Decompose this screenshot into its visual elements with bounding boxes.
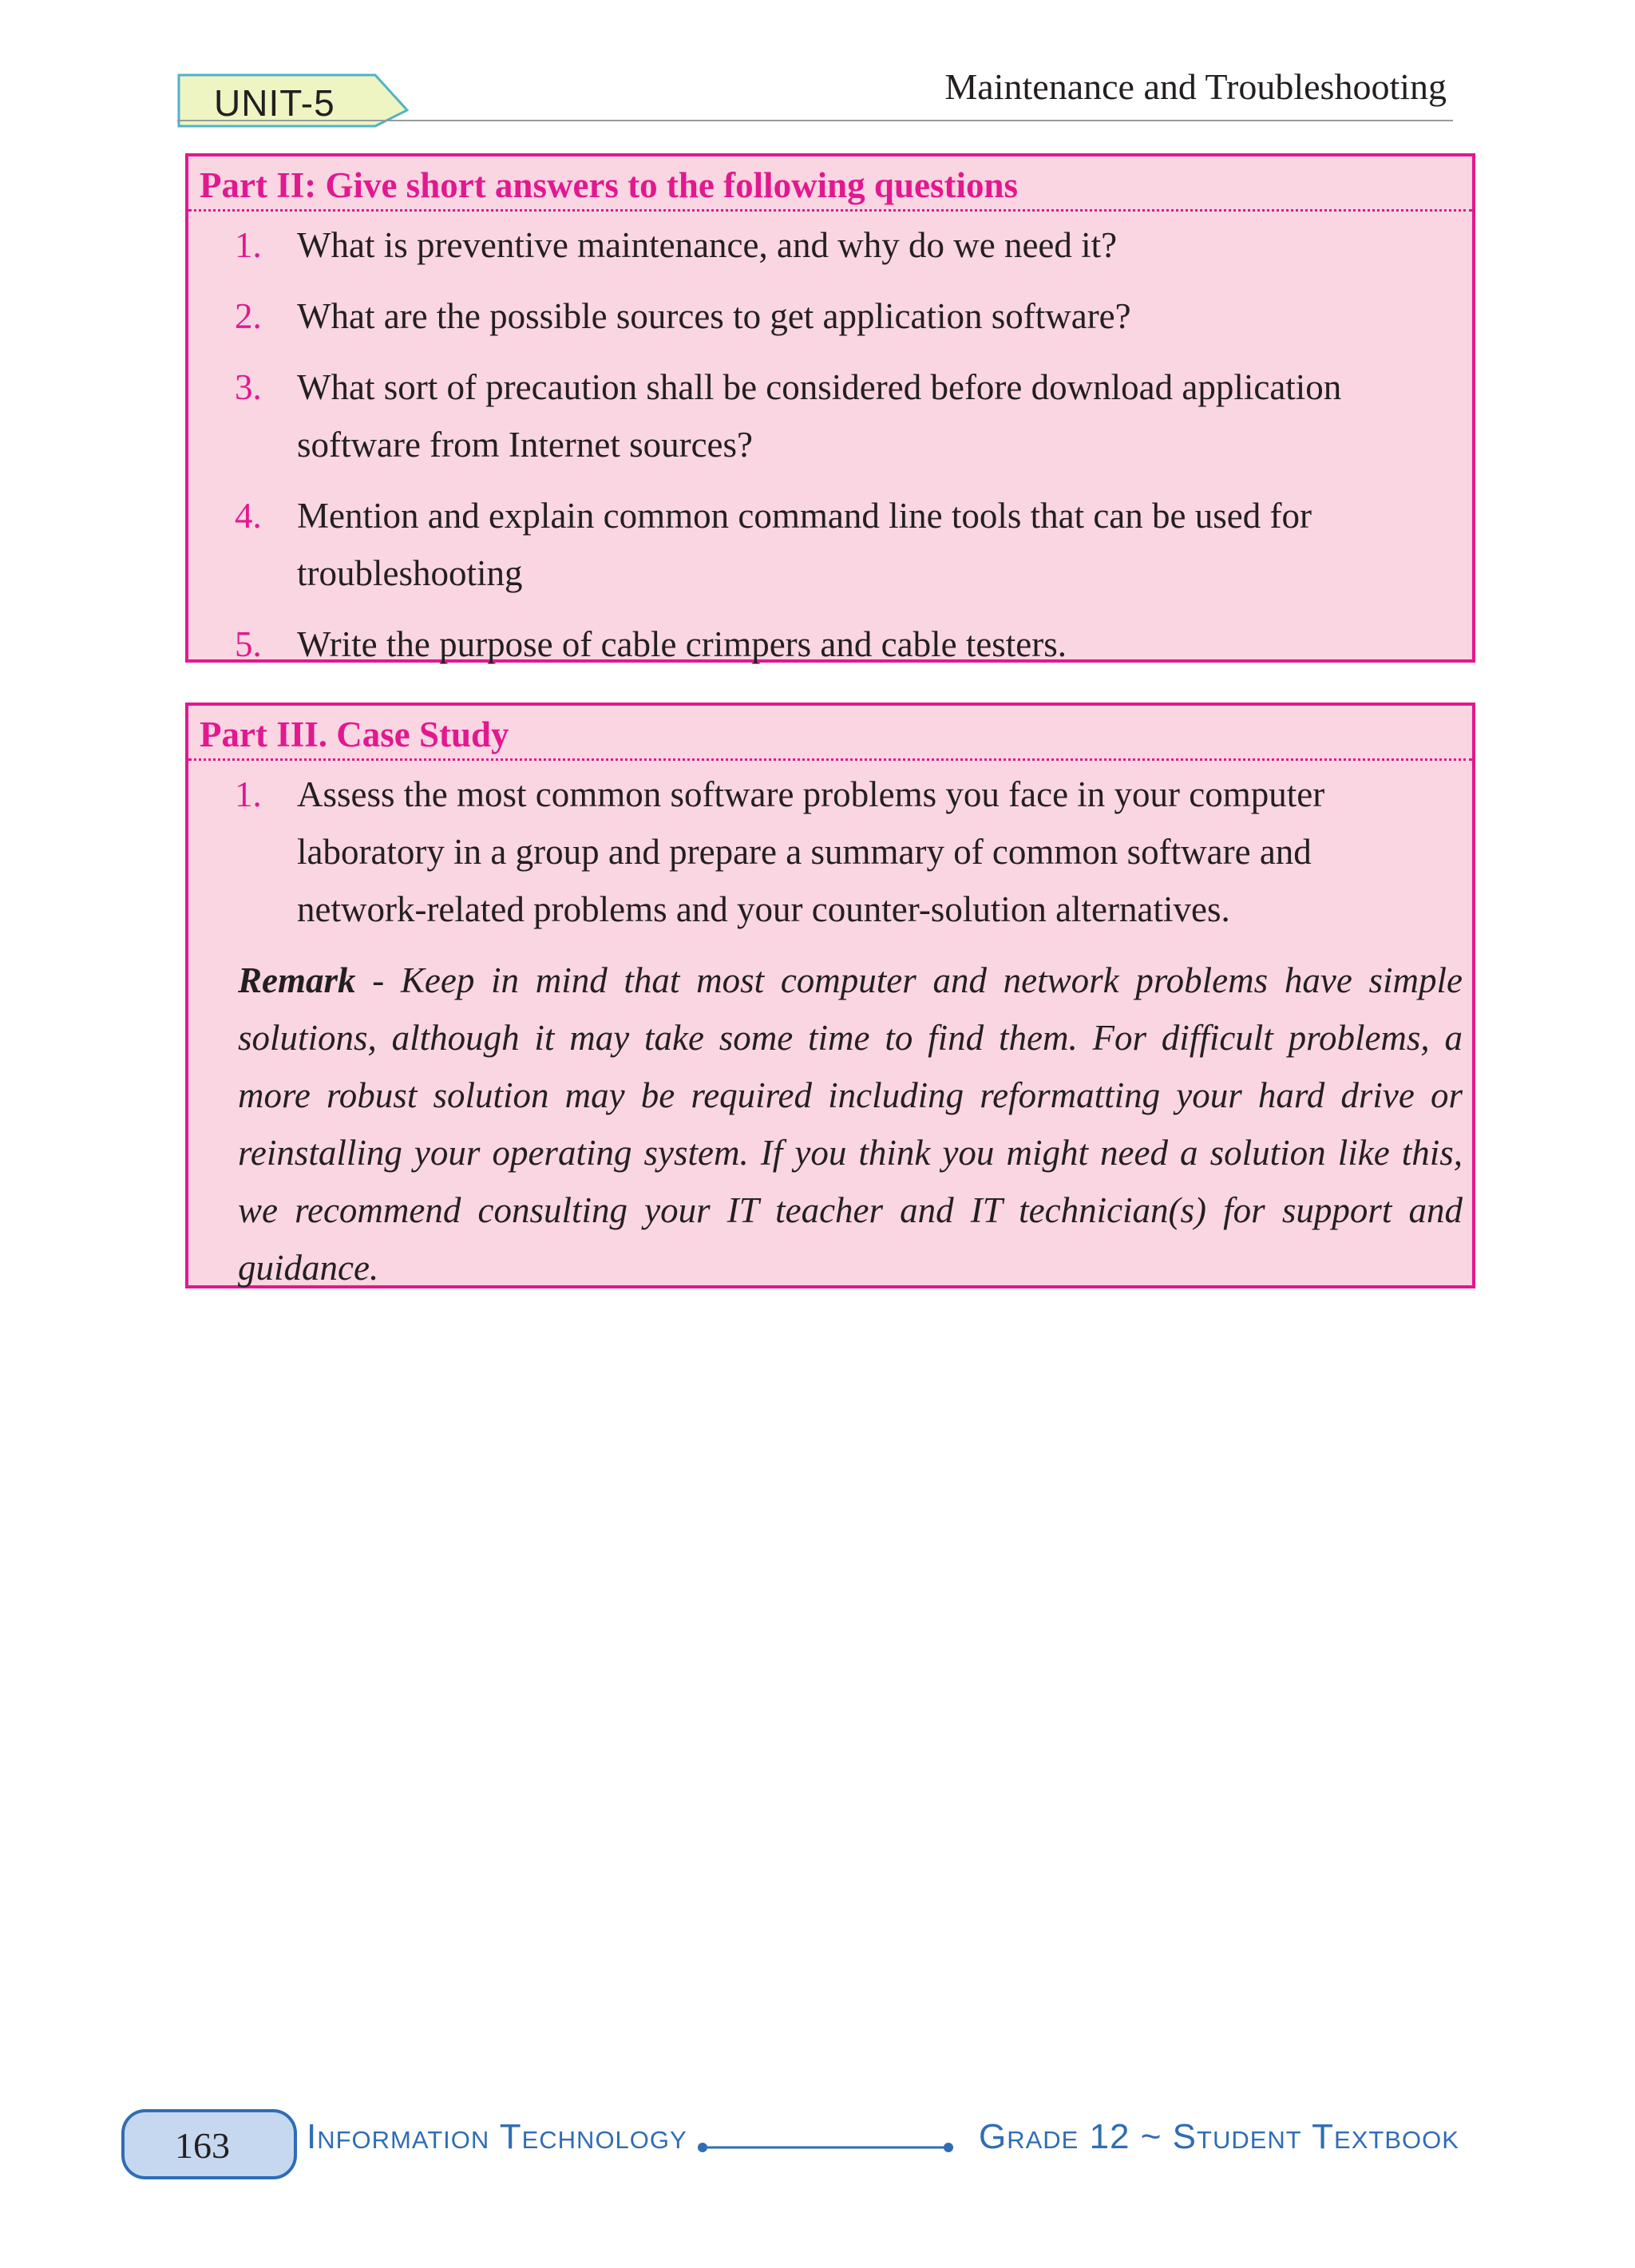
question-text: What sort of precaution shall be considered before download application software from Internet sources?	[297, 367, 1342, 465]
footer-connector-line	[696, 2141, 955, 2154]
question-item	[188, 487, 1472, 602]
question-number: 4.	[235, 496, 262, 536]
part-2-box	[185, 153, 1475, 663]
footer-grade: Grade 12 ~ Student Textbook	[979, 2117, 1459, 2156]
question-item	[188, 287, 1472, 345]
question-text: What is preventive maintenance, and why do we need it?	[297, 225, 1118, 265]
question-text: Assess the most common software problems you face in your computer laboratory in a group and prepare a summary of common software and network-related problems and your counter-solution alternatives.	[297, 774, 1325, 929]
page-header-title: Maintenance and Troubleshooting	[944, 66, 1447, 107]
unit-label: UNIT-5	[214, 82, 335, 124]
footer-subject: Information Technology	[307, 2117, 687, 2156]
question-number: 3.	[235, 367, 262, 407]
question-number: 1.	[235, 774, 262, 814]
part-2-title: Part II: Give short answers to the following questions	[200, 165, 1018, 205]
question-item	[188, 358, 1472, 473]
question-number: 1.	[235, 225, 262, 265]
question-text: What are the possible sources to get application software?	[297, 296, 1131, 336]
page-number: 163	[175, 2125, 230, 2166]
header-rule	[177, 120, 1453, 121]
question-text: Write the purpose of cable crimpers and cable testers.	[297, 624, 1067, 664]
question-number: 5.	[235, 624, 262, 664]
question-item	[188, 216, 1472, 274]
part-3-question-list	[188, 761, 1472, 938]
question-item	[188, 766, 1472, 938]
remark-paragraph	[238, 952, 1463, 1296]
question-item	[188, 615, 1472, 673]
remark-lead: Remark	[238, 960, 356, 1000]
part-2-question-list	[188, 212, 1472, 673]
part-3-title: Part III. Case Study	[200, 714, 509, 754]
part-3-box	[185, 703, 1475, 1288]
remark-text: - Keep in mind that most computer and network problems have simple solutions, although it may take some time to find them. For difficult problems, a more robust solution may be required including reformatting your hard drive or reinstalling your operating system. If you think you might need a solution like this, we recommend consulting your IT teacher and IT technician(s) for support and guidance.	[238, 960, 1463, 1288]
page-number-badge	[121, 2109, 297, 2179]
question-text: Mention and explain common command line tools that can be used for troubleshooting	[297, 496, 1312, 593]
question-number: 2.	[235, 296, 262, 336]
